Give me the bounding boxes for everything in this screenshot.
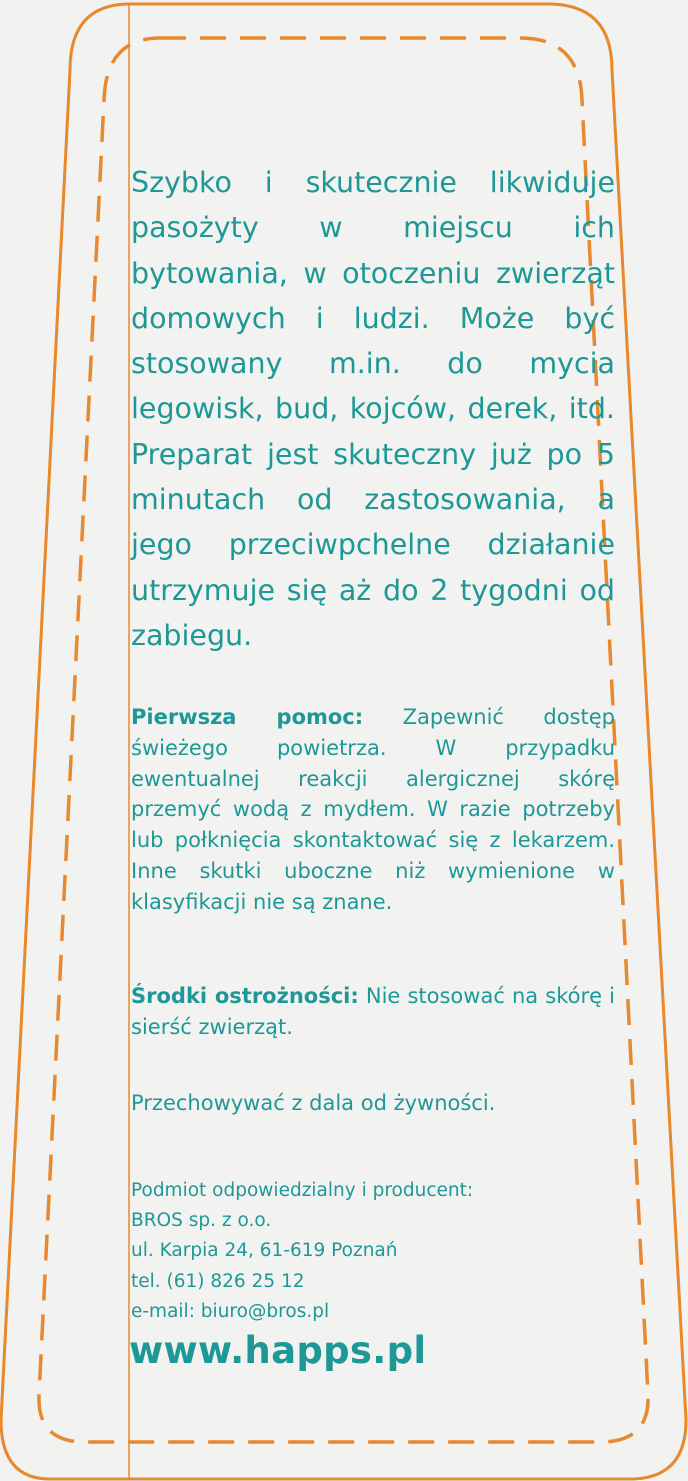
- producer-heading: Podmiot odpowiedzialny i producent:: [131, 1180, 474, 1201]
- producer-phone: tel. (61) 826 25 12: [131, 1270, 305, 1292]
- producer-address: ul. Karpia 24, 61-619 Poznań: [131, 1240, 398, 1262]
- storage-note: Przechowywać z dala od żywności.: [131, 1091, 496, 1115]
- first-aid-text: Zapewnić dostęp świeżego powietrza. W przypadku ewentualnej reakcji alergicznej skórę przemyć wodą z mydłem. W razie potrzeby lub połknięcia skontaktować się z lekarzem. Inne skutki uboczne niż wymienione w klasyfikacji nie są znane.: [131, 705, 615, 914]
- first-aid-heading: Pierwsza pomoc:: [131, 705, 364, 729]
- producer-company: BROS sp. z o.o.: [131, 1210, 272, 1232]
- producer-info: [131, 1176, 615, 1327]
- precautions-heading: Środki ostrożności:: [131, 984, 359, 1008]
- precautions-text: Nie stosować na skórę i sierść zwierząt.: [131, 984, 615, 1039]
- first-aid-section: [131, 702, 615, 918]
- producer-email: e-mail: biuro@bros.pl: [131, 1300, 330, 1322]
- product-description: Szybko i skutecznie likwiduje pasożyty w miejscu ich bytowania, w otoczeniu zwierząt domowych i ludzi. Może być stosowany m.in. do mycia legowisk, bud, kojców, derek, itd. Preparat jest skuteczny już po 5 minutach od zastosowania, a jego przeciwpchelne działanie utrzymuje się aż do 2 tygodni od zabiegu.: [131, 166, 615, 652]
- website-url: www.happs.pl: [129, 1329, 427, 1372]
- precautions-section: [131, 981, 615, 1043]
